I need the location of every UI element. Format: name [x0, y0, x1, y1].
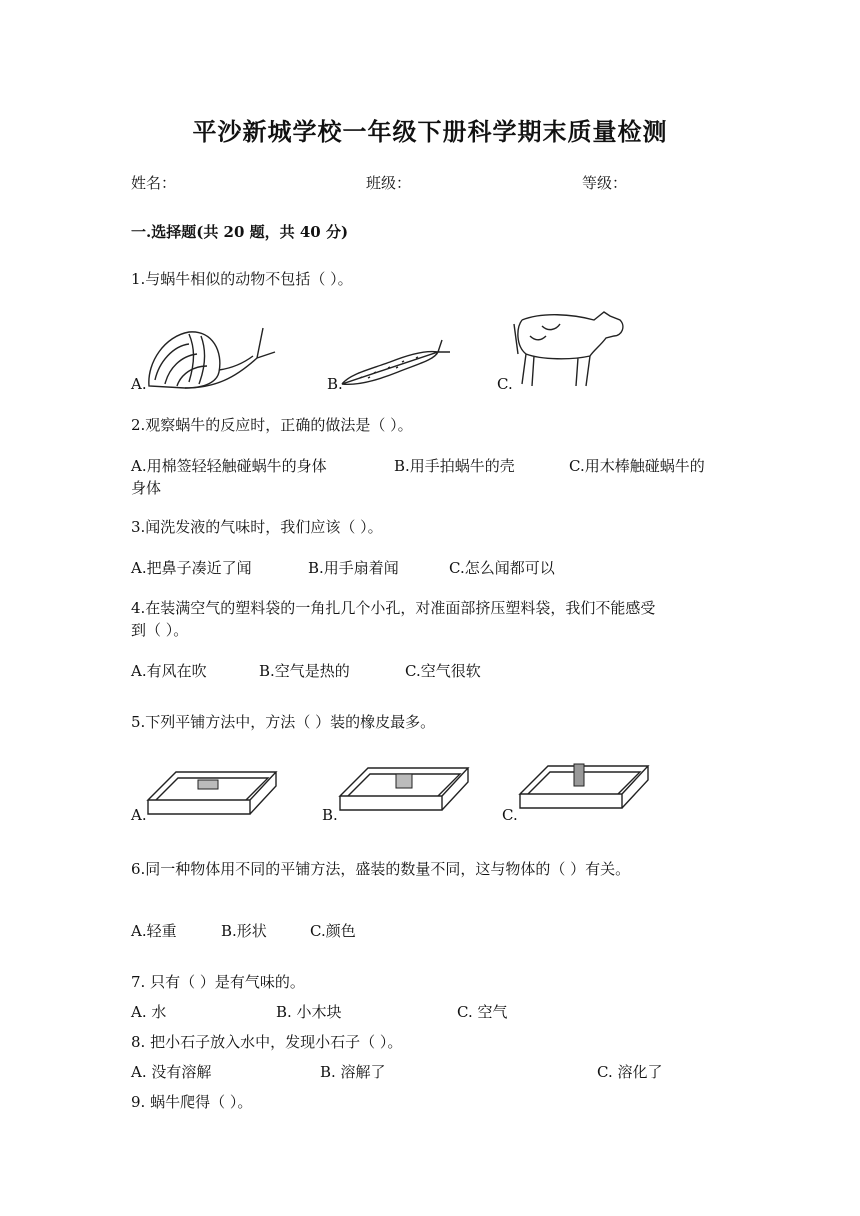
q4-option-b: B.空气是热的 — [259, 662, 350, 680]
q8-option-a: A. 没有溶解 — [131, 1063, 212, 1081]
q6-option-a: A.轻重 — [131, 922, 177, 940]
question-1: 1.与蜗牛相似的动物不包括（ ）。 — [131, 270, 353, 288]
q3-option-c: C.怎么闻都可以 — [449, 559, 555, 577]
q5-option-c: C. — [502, 806, 518, 824]
tray-a-illustration — [146, 770, 278, 820]
question-5: 5.下列平铺方法中，方法（ ）装的橡皮最多。 — [131, 713, 436, 731]
question-4-continued: 到（ ）。 — [131, 621, 189, 639]
question-7: 7. 只有（ ）是有气味的。 — [131, 973, 305, 991]
q2-option-b: B.用手拍蜗牛的壳 — [394, 457, 515, 475]
q8-option-c: C. 溶化了 — [597, 1063, 663, 1081]
q6-option-c: C.颜色 — [310, 922, 356, 940]
q8-option-b: B. 溶解了 — [320, 1063, 386, 1081]
q7-option-a: A. 水 — [131, 1003, 167, 1021]
q1-option-b: B. — [327, 375, 343, 393]
tray-c-illustration — [518, 762, 650, 814]
q7-option-b: B. 小木块 — [276, 1003, 342, 1021]
grade-label: 等级： — [582, 174, 628, 192]
q1-option-c: C. — [497, 375, 513, 393]
q4-option-c: C.空气很软 — [405, 662, 481, 680]
class-label: 班级： — [366, 174, 412, 192]
question-4: 4.在装满空气的塑料袋的一角扎几个小孔，对准面部挤压塑料袋，我们不能感受 — [131, 599, 656, 617]
q3-option-b: B.用手扇着闻 — [308, 559, 399, 577]
page-title: 平沙新城学校一年级下册科学期末质量检测 — [192, 117, 668, 146]
q2-option-c: C.用木棒触碰蜗牛的 — [569, 457, 705, 475]
question-9: 9. 蜗牛爬得（ ）。 — [131, 1093, 253, 1111]
q5-option-a: A. — [131, 806, 147, 824]
question-8: 8. 把小石子放入水中，发现小石子（ ）。 — [131, 1033, 403, 1051]
q1-option-a: A. — [131, 375, 147, 393]
q7-option-c: C. 空气 — [457, 1003, 508, 1021]
q6-option-b: B.形状 — [221, 922, 267, 940]
cow-illustration — [512, 306, 627, 392]
slug-illustration — [338, 338, 453, 390]
question-3: 3.闻洗发液的气味时，我们应该（ ）。 — [131, 518, 383, 536]
q4-option-a: A.有风在吹 — [131, 662, 207, 680]
q3-option-a: A.把鼻子凑近了闻 — [131, 559, 252, 577]
q2-option-c-continued: 身体 — [131, 479, 162, 497]
section-heading: 一.选择题(共 20 题，共 40 分) — [131, 223, 349, 241]
question-2: 2.观察蜗牛的反应时，正确的做法是（ ）。 — [131, 416, 413, 434]
q5-option-b: B. — [322, 806, 338, 824]
snail-illustration — [145, 322, 280, 392]
name-label: 姓名： — [131, 174, 177, 192]
tray-b-illustration — [338, 766, 470, 816]
question-6: 6.同一种物体用不同的平铺方法，盛装的数量不同，这与物体的（ ）有关。 — [131, 860, 631, 878]
q2-option-a: A.用棉签轻轻触碰蜗牛的身体 — [131, 457, 327, 475]
